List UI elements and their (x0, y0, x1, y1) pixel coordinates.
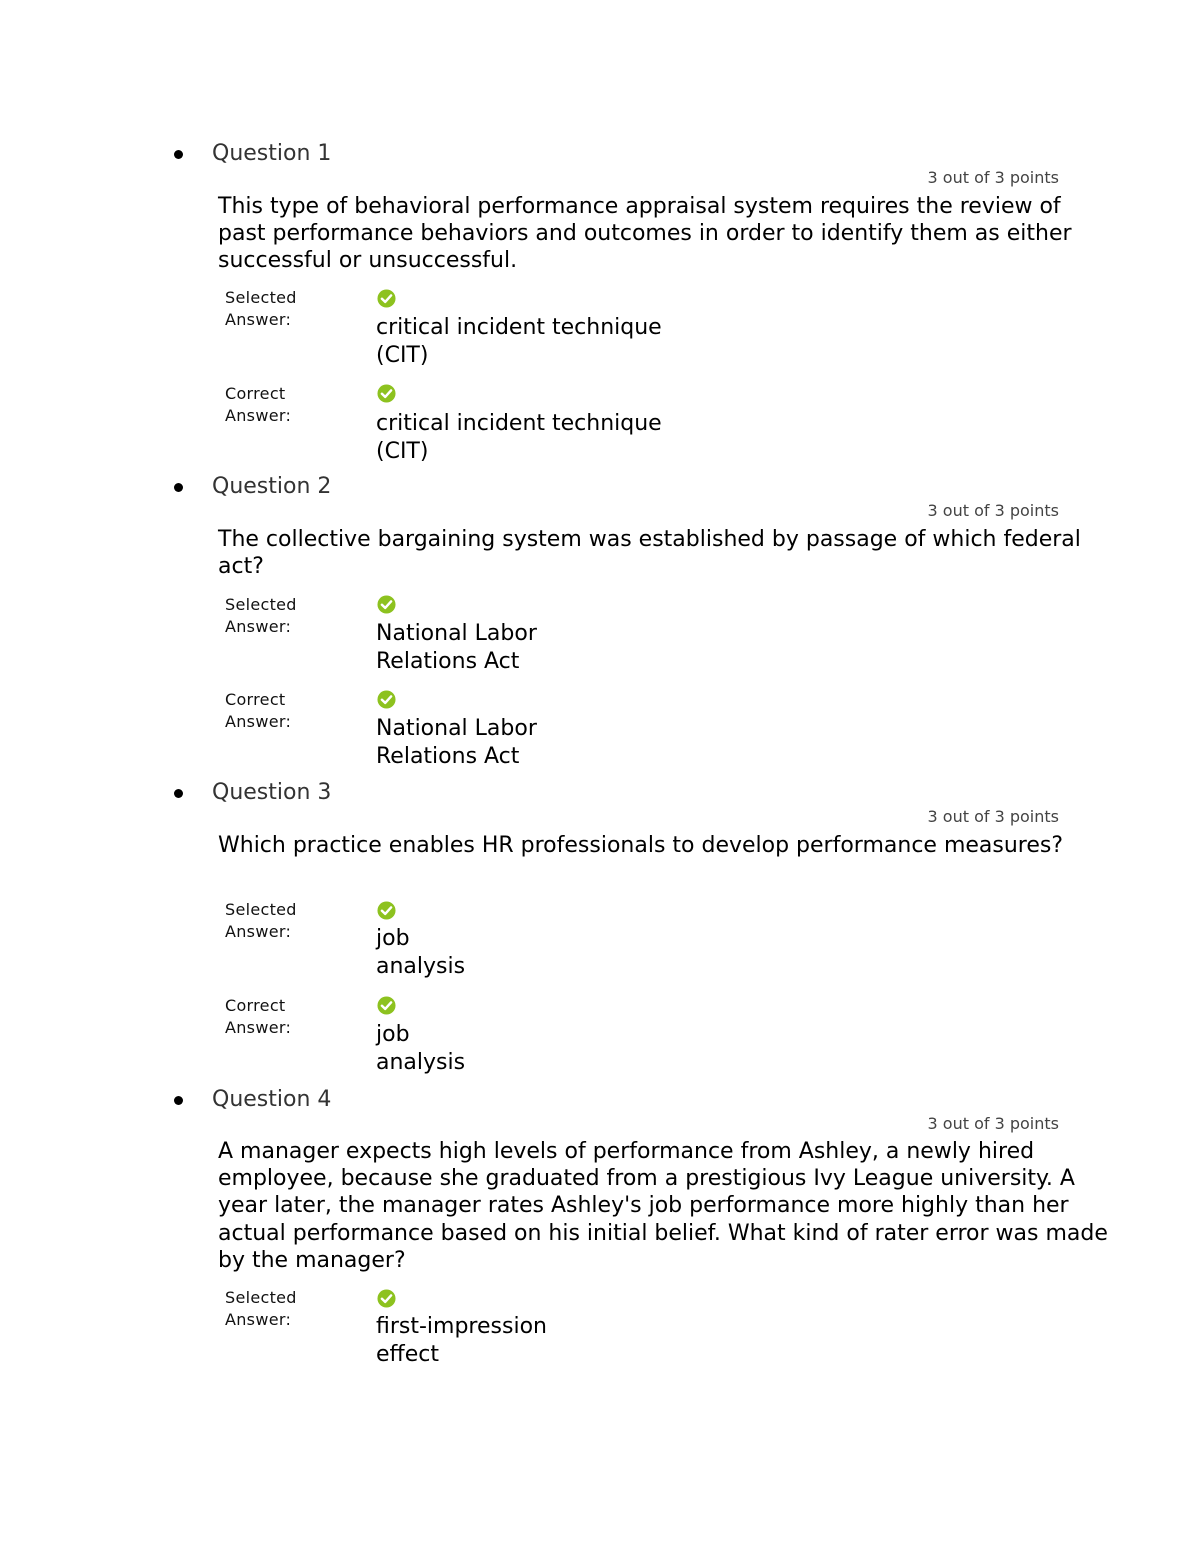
correct-answer-label: Correct Answer: (225, 996, 292, 1037)
selected-answer-label: Selected Answer: (225, 288, 297, 329)
question-title: Question 4 (212, 1087, 332, 1112)
correct-answer-label: Correct Answer: (225, 690, 292, 731)
bullet (174, 789, 183, 798)
check-circle-icon (377, 595, 396, 614)
check-circle-icon (377, 901, 396, 920)
check-circle-icon (377, 384, 396, 403)
question-text: Which practice enables HR professionals to develop performance measures? (218, 833, 1064, 858)
question-text: This type of behavioral performance appraisal system requires the review of past performance behaviors and outcomes in order to identify them as either successful or unsuccessful. (218, 194, 1072, 274)
question-text: A manager expects high levels of performance from Ashley, a newly hired employee, because she graduated from a prestigious Ivy League university. A year later, the manager rates Ashley's job performance more highly than her actual performance based on his initial belief. What kind of rater error was made by the manager? (218, 1139, 1108, 1273)
points-label: 3 out of 3 points (927, 501, 1059, 520)
correct-answer-label: Correct Answer: (225, 384, 292, 425)
points-label: 3 out of 3 points (927, 168, 1059, 187)
selected-answer-value: first-impression effect (376, 1314, 547, 1367)
check-circle-icon (377, 690, 396, 709)
bullet (174, 150, 183, 159)
selected-answer-value: critical incident technique (CIT) (376, 315, 662, 368)
question-title: Question 2 (212, 474, 332, 499)
check-circle-icon (377, 996, 396, 1015)
selected-answer-value: job analysis (376, 926, 466, 979)
question-title: Question 3 (212, 780, 332, 805)
bullet (174, 483, 183, 492)
check-circle-icon (377, 1289, 396, 1308)
correct-answer-value: National Labor Relations Act (376, 716, 537, 769)
points-label: 3 out of 3 points (927, 807, 1059, 826)
question-title: Question 1 (212, 141, 332, 166)
check-circle-icon (377, 289, 396, 308)
correct-answer-value: job analysis (376, 1022, 466, 1075)
bullet (174, 1096, 183, 1105)
selected-answer-label: Selected Answer: (225, 1288, 297, 1329)
question-text: The collective bargaining system was established by passage of which federal act? (218, 527, 1081, 580)
points-label: 3 out of 3 points (927, 1114, 1059, 1133)
correct-answer-value: critical incident technique (CIT) (376, 411, 662, 464)
selected-answer-label: Selected Answer: (225, 595, 297, 636)
selected-answer-label: Selected Answer: (225, 900, 297, 941)
selected-answer-value: National Labor Relations Act (376, 621, 537, 674)
